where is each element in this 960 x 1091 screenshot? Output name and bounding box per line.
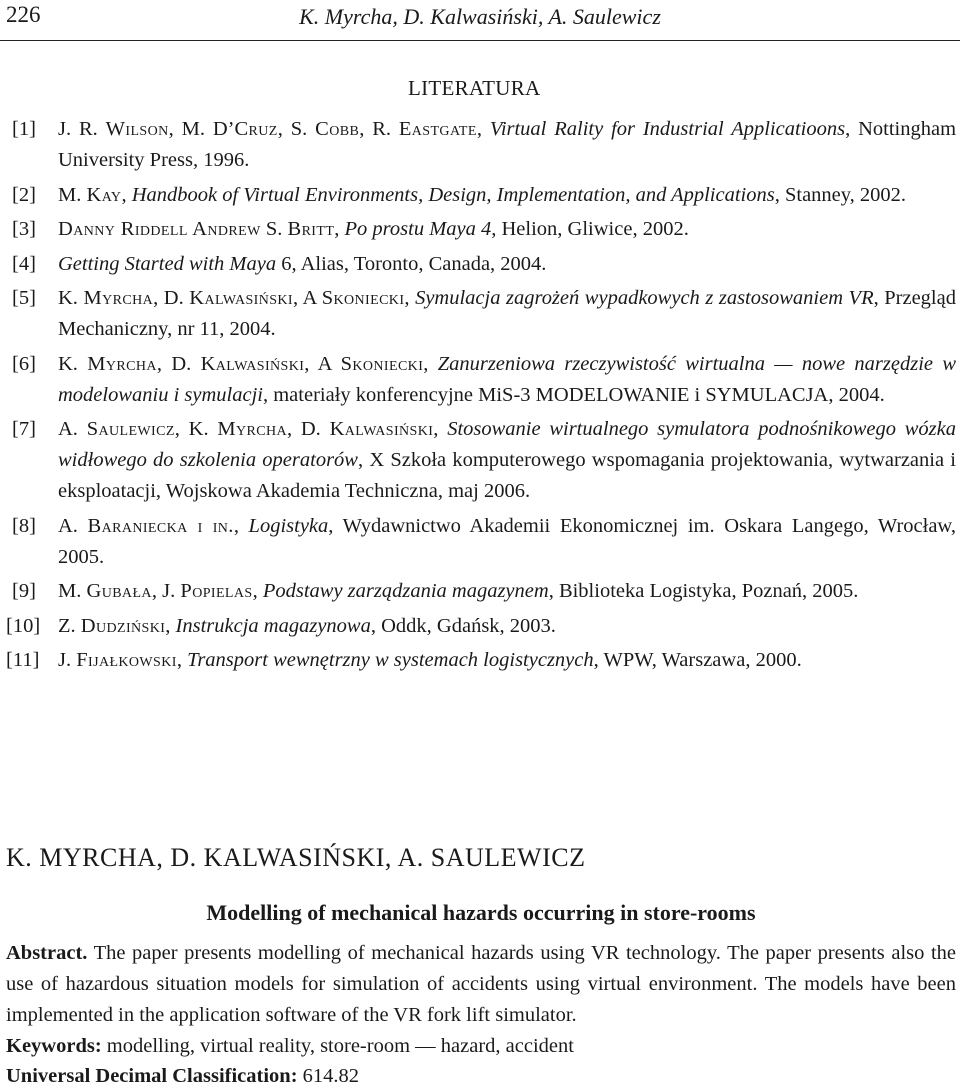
reference-part: Symulacja zagrożeń wypadkowych z zastosowaniem VR bbox=[415, 287, 874, 309]
reference-part: , bbox=[334, 218, 345, 240]
reference-item bbox=[6, 611, 956, 642]
reference-text bbox=[58, 283, 956, 345]
reference-part: Cobb bbox=[315, 118, 360, 140]
reference-part: Logistyka bbox=[248, 514, 329, 537]
reference-part: , X Szkoła komputerowego wspomagania projektowania, wytwarzania i eksploatacji, Wojskowa Akademia Techniczna, maj 2006. bbox=[58, 449, 956, 502]
reference-item bbox=[10, 249, 956, 280]
reference-part: K. bbox=[58, 352, 88, 375]
keywords bbox=[6, 1031, 956, 1061]
reference-item bbox=[6, 645, 956, 676]
reference-part: Kay bbox=[86, 183, 122, 206]
reference-part: , Stanney, 2002. bbox=[774, 183, 907, 206]
reference-part: Instrukcja magazynowa bbox=[175, 614, 371, 637]
abstract-label: Abstract. bbox=[6, 942, 88, 964]
reference-part: Gubała bbox=[86, 580, 152, 602]
reference-part: , A bbox=[292, 287, 322, 309]
reference-part: , D. bbox=[153, 287, 190, 309]
reference-part: Kalwasiński bbox=[200, 352, 305, 375]
reference-number: [1] bbox=[12, 118, 36, 140]
reference-part: , bbox=[121, 183, 132, 206]
reference-item bbox=[10, 511, 956, 573]
reference-part: , bbox=[404, 287, 416, 309]
reference-text bbox=[58, 414, 956, 507]
reference-part: Danny Riddell Andrew bbox=[58, 218, 261, 240]
reference-part: , Wydawnictwo Akademii Ekonomicznej im. Oskara Langego, Wrocław, 2005. bbox=[58, 514, 957, 568]
reference-part: , D. bbox=[287, 418, 330, 440]
reference-item bbox=[10, 576, 956, 607]
section-heading: LITERATURA bbox=[408, 76, 541, 100]
reference-text bbox=[58, 511, 956, 573]
reference-part: , materiały konferencyjne MiS-3 MODELOWANIE i SYMULACJA, 2004. bbox=[262, 383, 885, 406]
udc-text: 614.82 bbox=[297, 1065, 360, 1087]
page-header bbox=[0, 0, 960, 41]
reference-part: , bbox=[176, 649, 188, 671]
reference-part: Fijałkowski bbox=[76, 649, 177, 671]
reference-text bbox=[58, 611, 956, 642]
reference-part: , K. bbox=[174, 418, 218, 440]
reference-part: , bbox=[433, 418, 448, 440]
reference-part: Kalwasiński bbox=[189, 287, 293, 309]
reference-text bbox=[58, 114, 956, 176]
reference-part: Dudziński bbox=[80, 614, 166, 637]
reference-number: [6] bbox=[12, 352, 36, 375]
reference-part: Britt bbox=[287, 218, 335, 240]
reference-part: Saulewicz bbox=[86, 418, 175, 440]
reference-part: Z. bbox=[58, 614, 81, 637]
reference-part: , bbox=[165, 614, 176, 637]
reference-part: , WPW, Warszawa, 2000. bbox=[593, 649, 802, 671]
reference-part: , A bbox=[304, 352, 341, 375]
reference-part: Myrcha bbox=[87, 352, 157, 375]
abstract bbox=[6, 938, 956, 1031]
abstract-text: The paper presents modelling of mechanical hazards using VR technology. The paper presents also the use of hazardous situation models for simulation of accidents using virtual environment. The models have been implemented in the application software of the VR fork lift simulator. bbox=[6, 942, 956, 1026]
reference-part: Myrcha bbox=[217, 418, 287, 440]
reference-part: Wilson bbox=[105, 118, 169, 140]
reference-number: [3] bbox=[12, 218, 36, 240]
reference-part: , Oddk, Gdańsk, 2003. bbox=[370, 614, 556, 637]
reference-number: [9] bbox=[12, 580, 36, 602]
reference-part: , Helion, Gliwice, 2002. bbox=[491, 218, 689, 240]
reference-part: M. bbox=[58, 183, 87, 206]
reference-part: Skoniecki bbox=[321, 287, 405, 309]
reference-part: , D. bbox=[156, 352, 201, 375]
reference-part: , R. bbox=[359, 118, 399, 140]
reference-number: [10] bbox=[6, 614, 41, 637]
reference-part: A. bbox=[58, 514, 88, 537]
reference-text bbox=[58, 645, 956, 676]
reference-part: Skoniecki bbox=[340, 352, 424, 375]
reference-part: M. bbox=[58, 580, 87, 602]
reference-part: Virtual Rality for Industrial Applicatioons bbox=[489, 118, 846, 140]
reference-part: Cruz bbox=[234, 118, 278, 140]
reference-part: , Nottingham University Press, 1996. bbox=[58, 118, 957, 171]
reference-item bbox=[10, 214, 956, 245]
reference-list bbox=[6, 114, 957, 680]
keywords-label: Keywords: bbox=[6, 1035, 102, 1057]
running-head: K. Myrcha, D. Kalwasiński, A. Saulewicz bbox=[299, 4, 661, 29]
reference-part: J. R. bbox=[58, 118, 106, 140]
reference-text bbox=[58, 249, 956, 280]
reference-part: Handbook of Virtual Environments, Design, Implementation, and Applications bbox=[131, 183, 775, 206]
reference-part: Stosowanie wirtualnego symulatora podnośnikowego wózka widłowego do szkolenia operatorów bbox=[58, 418, 956, 471]
summary-authors: K. MYRCHA, D. KALWASIŃSKI, A. SAULEWICZ bbox=[6, 843, 586, 872]
reference-part: Kalwasiński bbox=[329, 418, 434, 440]
reference-part: S. bbox=[260, 218, 288, 240]
udc-label: Universal Decimal Classification: bbox=[6, 1065, 298, 1087]
reference-part: Zanurzeniowa rzeczywistość wirtualna — nowe narzędzie w modelowaniu i symulacji bbox=[58, 352, 956, 406]
reference-part: , bbox=[423, 352, 438, 375]
reference-part: Myrcha bbox=[83, 287, 154, 309]
reference-part: Eastgate bbox=[398, 118, 477, 140]
reference-number: [11] bbox=[6, 649, 40, 671]
reference-part: K. bbox=[58, 287, 84, 309]
reference-number: [5] bbox=[12, 287, 36, 309]
reference-item bbox=[10, 349, 956, 411]
reference-text bbox=[58, 576, 956, 607]
reference-part: , Biblioteka Logistyka, Poznań, 2005. bbox=[548, 580, 859, 602]
reference-text bbox=[58, 180, 956, 211]
reference-part: , J. bbox=[151, 580, 181, 602]
reference-part: , M. D’ bbox=[168, 118, 235, 140]
keywords-text: modelling, virtual reality, store-room — hazard, accident bbox=[101, 1035, 574, 1057]
reference-part: Transport wewnętrzny w systemach logistycznych bbox=[187, 649, 594, 671]
reference-number: [4] bbox=[12, 252, 36, 275]
reference-part: Po prostu Maya 4 bbox=[344, 218, 492, 240]
reference-item bbox=[10, 414, 956, 507]
reference-item bbox=[10, 180, 956, 211]
reference-part: , bbox=[252, 580, 263, 602]
reference-item bbox=[10, 283, 956, 345]
reference-item bbox=[10, 114, 956, 176]
english-summary bbox=[6, 840, 956, 1091]
reference-part: , S. bbox=[277, 118, 316, 140]
reference-text bbox=[58, 349, 956, 411]
reference-part: 6, Alias, Toronto, Canada, 2004. bbox=[276, 252, 547, 275]
reference-part: Baraniecka i in. bbox=[87, 514, 234, 537]
reference-part: Podstawy zarządzania magazynem bbox=[262, 580, 549, 602]
summary-title: Modelling of mechanical hazards occurring in store-rooms bbox=[206, 900, 756, 925]
reference-part: , bbox=[233, 514, 249, 537]
reference-part: , Przegląd Mechaniczny, nr 11, 2004. bbox=[58, 287, 956, 340]
reference-part: Getting Started with Maya bbox=[58, 252, 277, 275]
reference-text bbox=[58, 214, 956, 245]
reference-number: [2] bbox=[12, 183, 36, 206]
reference-part: A. bbox=[58, 418, 87, 440]
reference-number: [8] bbox=[12, 514, 36, 537]
udc bbox=[6, 1061, 956, 1091]
reference-number: [7] bbox=[12, 418, 36, 440]
page-number: 226 bbox=[6, 2, 41, 27]
reference-part: , bbox=[476, 118, 490, 140]
reference-part: Popielas bbox=[180, 580, 253, 602]
reference-part: J. bbox=[58, 649, 77, 671]
